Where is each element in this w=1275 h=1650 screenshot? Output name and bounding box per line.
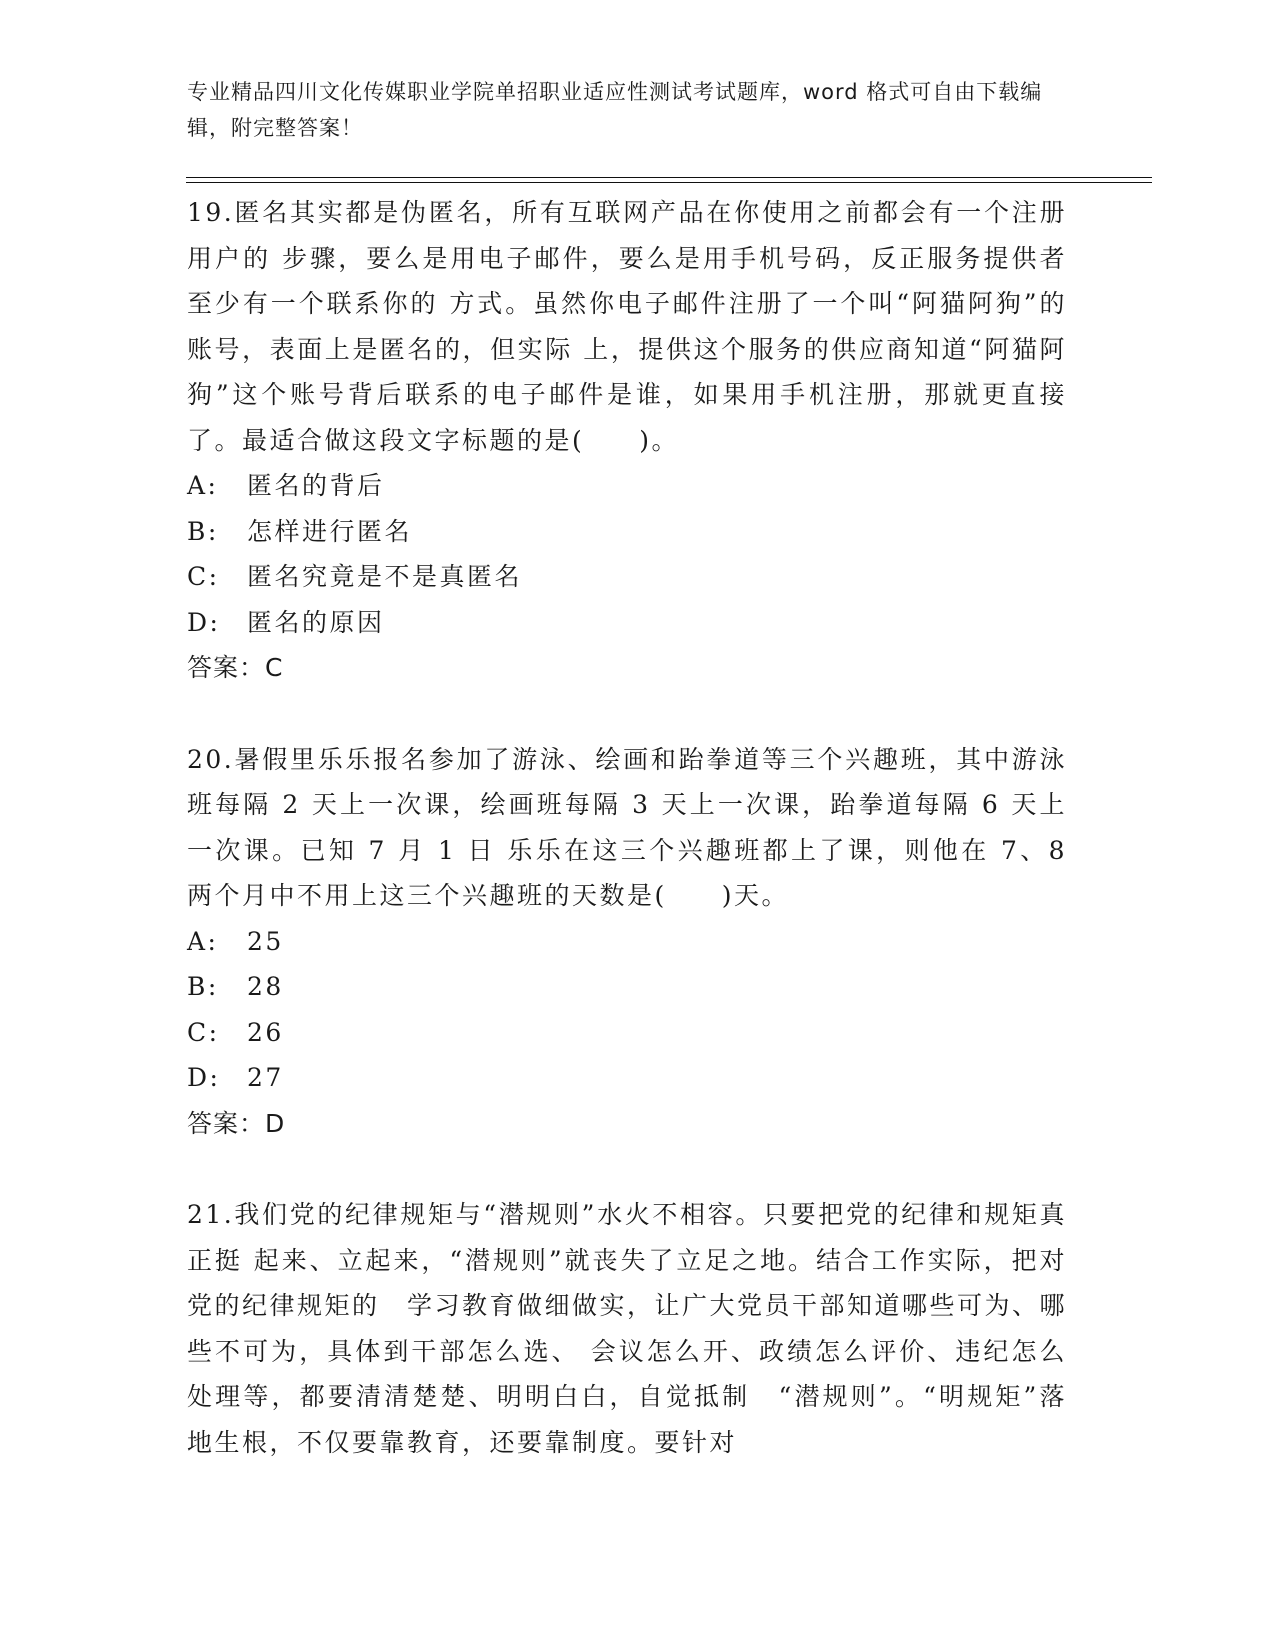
question-19 bbox=[187, 190, 1067, 691]
header-divider bbox=[186, 177, 1152, 183]
option-list bbox=[187, 463, 1067, 645]
option-text: 匿名的原因 bbox=[247, 607, 385, 637]
option-letter: B: bbox=[187, 972, 219, 1001]
answer-line: 答案：C bbox=[187, 653, 284, 682]
option-c bbox=[187, 554, 1067, 600]
question-list bbox=[187, 190, 1067, 1465]
question-text: 21.我们党的纪律规矩与“潜规则”水火不相容。只要把党的纪律和规矩真正挺 起来、立起来，“潜规则”就丧失了立足之地。结合工作实际，把对党的纪律规矩的 学习教育做细做实，让广大党员干部知道哪些可为、哪些不可为，具体到干部怎么选、 会议怎么开、政绩怎么评价、违纪怎么处理等，都要清清楚楚、明明白白，自觉抵制 “潜规则”。“明规矩”落地生根，不仅要靠教育，还要靠制度。要针对 bbox=[187, 1200, 1068, 1457]
option-text: 26 bbox=[247, 1017, 284, 1047]
option-text: 28 bbox=[247, 972, 284, 1001]
answer-line: 答案：D bbox=[187, 1108, 286, 1138]
question-20 bbox=[187, 737, 1067, 1147]
option-letter: C: bbox=[187, 1017, 220, 1047]
question-spacer bbox=[187, 1146, 1067, 1192]
option-text: 27 bbox=[247, 1063, 284, 1092]
option-text: 25 bbox=[247, 926, 284, 956]
option-letter: A: bbox=[187, 926, 219, 956]
option-b bbox=[187, 964, 1067, 1010]
option-letter: B: bbox=[187, 516, 219, 546]
question-text: 20.暑假里乐乐报名参加了游泳、绘画和跆拳道等三个兴趣班，其中游泳班每隔 2 天上一次课，绘画班每隔 3 天上一次课，跆拳道每隔 6 天上一次课。已知 7 月 1 日 乐乐在这三个兴趣班都上了课，则他在 7、8 两个月中不用上这三个兴趣班的天数是( )天。 bbox=[187, 744, 1067, 910]
option-b bbox=[187, 509, 1067, 555]
option-a bbox=[187, 919, 1067, 965]
option-letter: D: bbox=[187, 607, 221, 637]
option-c bbox=[187, 1010, 1067, 1056]
option-text: 怎样进行匿名 bbox=[247, 516, 413, 546]
question-text: 19.匿名其实都是伪匿名，所有互联网产品在你使用之前都会有一个注册用户的 步骤，要么是用电子邮件，要么是用手机号码，反正服务提供者至少有一个联系你的 方式。虽然你电子邮件注册了一个叫“阿猫阿狗”的账号，表面上是匿名的，但实际 上，提供这个服务的供应商知道“阿猫阿狗”这个账号背后联系的电子邮件是谁，如果用手机注册，那就更直接了。最适合做这段文字标题的是( )。 bbox=[187, 198, 1067, 455]
option-list bbox=[187, 919, 1067, 1101]
question-spacer bbox=[187, 691, 1067, 737]
option-letter: D: bbox=[187, 1063, 221, 1092]
option-a bbox=[187, 463, 1067, 509]
option-d bbox=[187, 1055, 1067, 1101]
option-text: 匿名的背后 bbox=[247, 471, 385, 500]
option-letter: C: bbox=[187, 562, 220, 591]
document-header: 专业精品四川文化传媒职业学院单招职业适应性测试考试题库，word 格式可自由下载编辑，附完整答案！ bbox=[187, 80, 1043, 140]
option-letter: A: bbox=[187, 471, 219, 500]
option-d bbox=[187, 600, 1067, 646]
option-text: 匿名究竟是不是真匿名 bbox=[247, 562, 523, 591]
question-21 bbox=[187, 1192, 1067, 1465]
